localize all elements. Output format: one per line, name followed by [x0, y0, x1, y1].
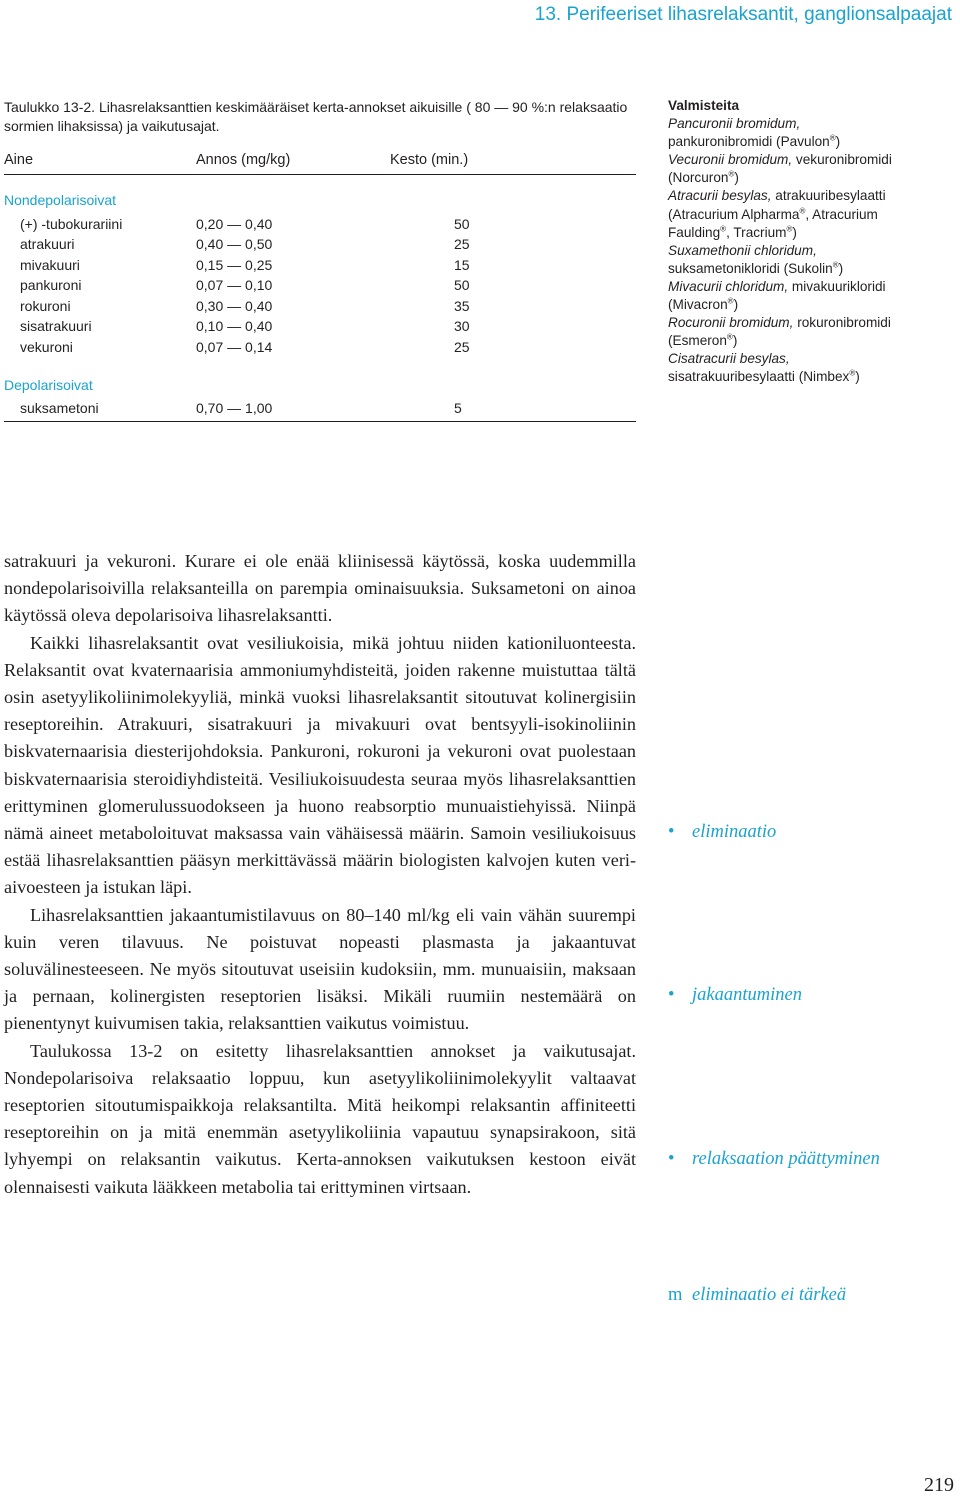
registered-mark: ® — [849, 368, 856, 378]
paren: ) — [792, 224, 797, 240]
registered-mark: ® — [728, 169, 735, 179]
product-text: (Norcuron — [668, 170, 729, 186]
drug-name: suksametoni — [20, 400, 99, 416]
bullet-icon: m — [668, 1285, 683, 1305]
latin-name: Pancuronii bromidum, — [668, 116, 801, 132]
table-row — [4, 339, 636, 359]
generic-name: mivakuurikloridi — [788, 278, 886, 294]
product-text: Faulding — [668, 224, 721, 240]
table-caption: Taulukko 13-2. Lihasrelaksanttien keskimääräiset kerta-annokset aikuisille ( 80 — 90 %:n relaksaatio sormien lihaksissa) ja vaikutusajat. — [4, 99, 628, 134]
product-text: (Atracurium Alpharma — [668, 206, 800, 222]
drug-name: (+) -tubokurariini — [20, 216, 123, 232]
paren: ) — [855, 369, 860, 385]
group-title-nondepolarisoivat: Nondepolarisoivat — [4, 192, 117, 208]
product-text: (Esmeron — [668, 333, 727, 349]
paren: ) — [838, 260, 844, 276]
drug-name: rokuroni — [20, 298, 71, 314]
product-text: , Atracurium — [805, 206, 878, 222]
registered-mark: ® — [727, 296, 734, 306]
bullet-icon: • — [668, 985, 675, 1005]
drug-duration: 50 — [454, 277, 470, 293]
drug-name: pankuroni — [20, 277, 82, 293]
product-text: (Mivacron — [668, 297, 728, 313]
registered-mark: ® — [726, 332, 733, 342]
drug-duration: 5 — [454, 400, 462, 416]
drug-duration: 30 — [454, 318, 470, 334]
generic-name: atrakuuribesylaatti — [771, 188, 886, 204]
table-row — [4, 236, 636, 256]
registered-mark: ® — [799, 206, 806, 216]
table-row — [4, 318, 636, 338]
latin-name: Atracurii besylas, — [668, 188, 772, 204]
paren: ) — [835, 134, 841, 150]
table-row — [4, 400, 636, 420]
table-row — [4, 277, 636, 297]
margin-note-text: eliminaatio ei tärkeä — [692, 1285, 847, 1305]
drug-name: sisatrakuuri — [20, 318, 92, 334]
column-header-kesto: Kesto (min.) — [390, 152, 469, 168]
margin-note — [668, 1149, 880, 1170]
chapter-header-title: 13. Perifeeriset lihasrelaksantit, ganglionsalpaajat — [534, 4, 952, 25]
paragraph: Lihasrelaksanttien jakaantumistilavuus on 80–140 ml/kg eli vain vähän suurempi kuin veren tilavuus. Ne poistuvat nopeasti plasmasta ja jakaantuvat soluvälinesteeseen. Ne myös sitoutuvat useisiin kudoksiin, mm. munuaisiin, maksaan ja pernaan, kolinergisten reseptorien lisäksi. Mikäli ruumiin nestemäärä on pienentynyt kuivumisen takia, relaksanttien vaikutus voimistuu. — [4, 904, 636, 1034]
table-row — [4, 298, 636, 318]
paren: ) — [734, 170, 739, 186]
margin-note — [668, 822, 776, 843]
column-header-aine: Aine — [4, 152, 34, 168]
body-text — [4, 548, 636, 1201]
page-number: 219 — [924, 1474, 954, 1496]
drug-name: vekuroni — [20, 339, 73, 355]
product-text: , Tracrium — [726, 224, 787, 240]
drug-duration: 50 — [454, 216, 470, 232]
registered-mark: ® — [720, 224, 727, 234]
paren: ) — [733, 297, 739, 313]
product-text: sisatrakuuribesylaatti (Nimbex — [668, 369, 850, 385]
latin-name: Suxamethonii chloridum, — [668, 242, 817, 258]
drug-duration: 35 — [454, 298, 470, 314]
product-text: pankuronibromidi (Pavulon — [668, 134, 830, 150]
valmisteita-title: Valmisteita — [668, 98, 740, 113]
table-row — [4, 257, 636, 277]
generic-name: rokuronibromidi — [793, 315, 891, 331]
latin-name: Cisatracurii besylas, — [668, 351, 790, 367]
margin-note — [668, 985, 802, 1006]
drug-dose: 0,70 — 1,00 — [196, 400, 273, 416]
registered-mark: ® — [832, 260, 839, 270]
drug-name: mivakuuri — [20, 257, 80, 273]
drug-duration: 25 — [454, 236, 470, 252]
latin-name: Rocuronii bromidum, — [668, 315, 794, 331]
drug-dose: 0,40 — 0,50 — [196, 236, 273, 252]
table-bottom-rule — [4, 421, 636, 422]
drug-dose: 0,10 — 0,40 — [196, 318, 273, 334]
margin-note — [668, 1285, 846, 1306]
drug-dose: 0,20 — 0,40 — [196, 216, 273, 232]
drug-dose: 0,07 — 0,14 — [196, 339, 273, 355]
product-text: suksametonikloridi (Sukolin — [668, 260, 833, 276]
table-row — [4, 216, 636, 236]
valmisteita-box — [668, 97, 958, 387]
paragraph: Taulukossa 13-2 on esitetty lihasrelaksanttien annokset ja vaikutusajat. Nondepolarisoiva relaksaatio loppuu, kun asetyylikoliinimolekyylit valtaavat reseptorien sitoutumispaikkoja relaksantilta. Mitä heikompi relaksantin affiniteetti reseptoreihin on ja mitä enemmän asetyylikoliinia vapautuu synapsirakoon, sitä lyhyempi on relaksantin vaikutus. Kerta-annoksen vaikutuksen kestoon eivät olennaisesti vaikuta lääkkeen metabolia tai erittyminen virtsaan. — [4, 1040, 636, 1197]
paragraph: Kaikki lihasrelaksantit ovat vesiliukoisia, mikä johtuu niiden kationiluonteesta. Relaksantit ovat kvaternaarisia ammoniumyhdisteitä, joiden rakenne muistuttaa tältä osin asetyylikoliinimolekyyliä, minkä vuoksi lihasrelaksantit sitoutuvat kolinergisiin reseptoreihin. Atrakuuri, sisatrakuuri ja mivakuuri ovat bentsyyli-isokinoliinin biskvaternaarisia diesterijohdoksia. Pankuroni, rokuroni ja vekuroni ovat puolestaan biskvaternaarisia steroidiyhdisteitä. Vesiliukoisuudesta seuraa myös lihasrelaksanttien erittyminen glomerulussuodokseen ja huono reabsorptio munuaistiehyissä. Niinpä nämä aineet metaboloituvat maksassa vain vähäisessä määrin. Samoin vesiliukoisuus estää lihasrelaksanttien pääsyn merkittävässä määrin biologisten kalvojen kuten veri-aivoesteen ja istukan läpi. — [4, 632, 636, 898]
drug-name: atrakuuri — [20, 236, 75, 252]
registered-mark: ® — [786, 224, 793, 234]
drug-duration: 25 — [454, 339, 470, 355]
registered-mark: ® — [829, 133, 836, 143]
margin-note-text: eliminaatio — [692, 822, 777, 842]
margin-note-text: relaksaation päättyminen — [692, 1149, 880, 1169]
drug-dose: 0,30 — 0,40 — [196, 298, 273, 314]
margin-note-text: jakaantuminen — [692, 985, 802, 1005]
latin-name: Vecuronii bromidum, — [668, 152, 793, 168]
paren: ) — [732, 333, 738, 349]
generic-name: vekuronibromidi — [792, 152, 892, 168]
paragraph: satrakuuri ja vekuroni. Kurare ei ole enää kliinisessä käytössä, koska uudemmilla nondepolarisoivilla relaksanteilla on parempia ominaisuuksia. Suksametoni on ainoa käytössä oleva depolarisoiva lihasrelaksantti. — [4, 551, 636, 626]
bullet-icon: • — [668, 1149, 675, 1169]
column-header-annos: Annos (mg/kg) — [196, 152, 291, 168]
drug-dose: 0,15 — 0,25 — [196, 257, 273, 273]
drug-duration: 15 — [454, 257, 470, 273]
table-header-row — [4, 150, 636, 175]
latin-name: Mivacurii chloridum, — [668, 278, 789, 294]
drug-dose: 0,07 — 0,10 — [196, 277, 273, 293]
bullet-icon: • — [668, 822, 675, 842]
group-title-depolarisoivat: Depolarisoivat — [4, 377, 93, 393]
